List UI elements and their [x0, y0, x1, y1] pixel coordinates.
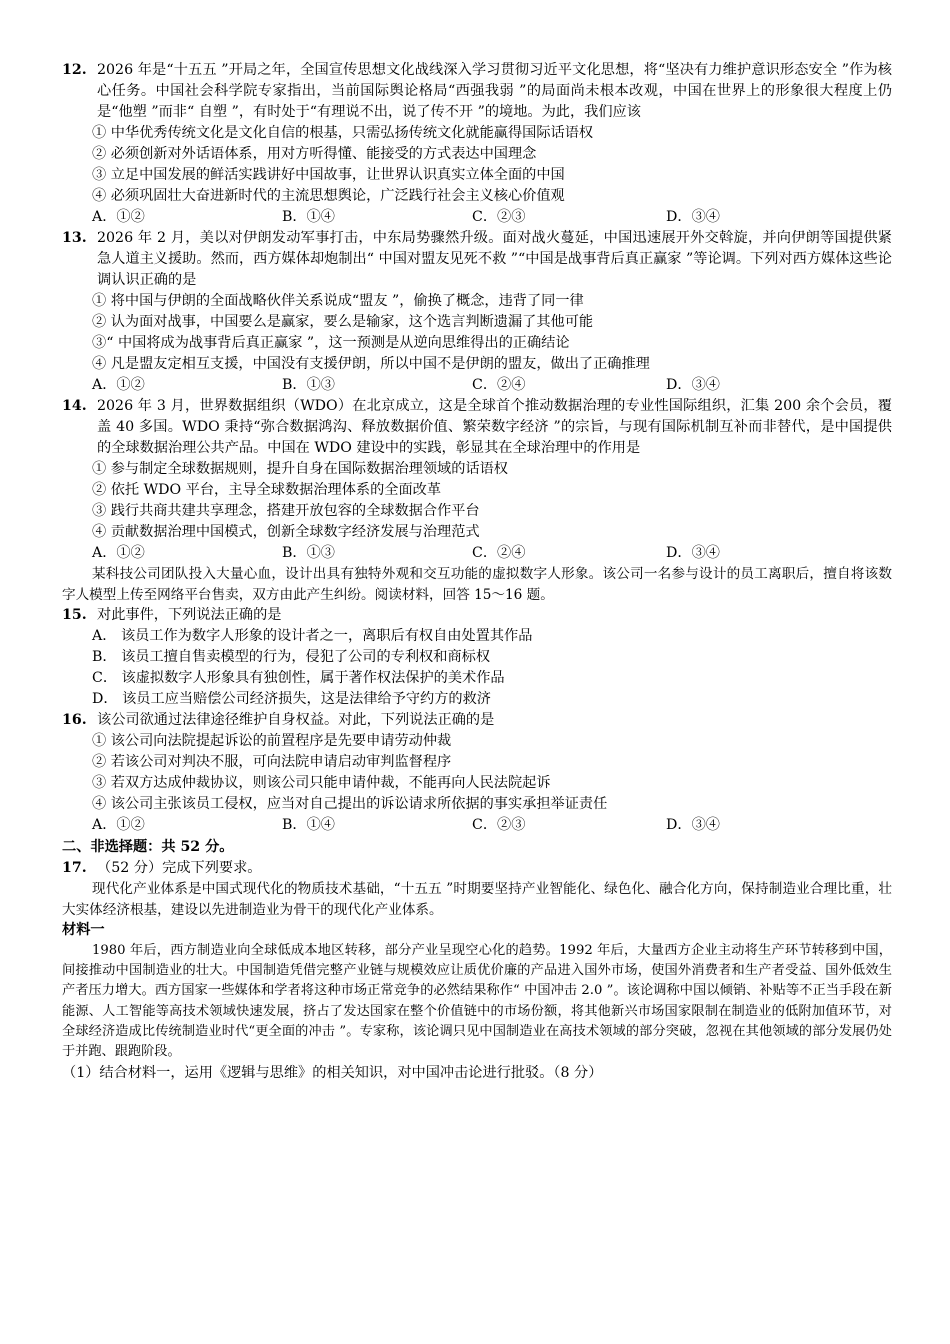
option-b: B． 该员工擅自售卖模型的行为，侵犯了公司的专利权和商标权 [92, 649, 491, 665]
option-3: ③“ 中国将成为战事背后真正赢家 ”，这一预测是从逆向思维得出的正确结论 [92, 335, 570, 351]
question-number: 14. [62, 398, 87, 414]
choice-a: A．①② [92, 817, 145, 833]
material-text: 1980 年后，西方制造业向全球低成本地区转移，部分产业呈现空心化的趋势。1992 年后，大量西方企业主动将生产环节转移到中国，间接推动中国制造业的壮大。中国制造凭借完整产业链与规模效应让质优价廉的产品进入国外市场，使国外消费者和生产者受益、国外低效生产者压力增大。西方国家一些媒体和学者将这种市场正常竞争的必然结果称作“ 中国冲击 2.0 ”。该论调称中国以倾销、补贴等不正当手段在新能源、人工智能等高技术领域快速发展，挤占了发达国家在整个价值链中的市场份额，将其他新兴市场国家限制在制造业的低附加值环节，对全球经济造成比传统制造业时代“更全面的冲击 ”。专家称，该论调只见中国制造业在高技术领域的部分突破，忽视在其他领域的部分发展仍处于并跑、跟跑阶段。 [62, 943, 892, 1060]
question-14 [62, 396, 892, 459]
choice-a: A．①② [92, 377, 145, 393]
answer-choices [62, 207, 892, 228]
choice-b: B．①③ [282, 377, 335, 393]
question-stem: 2026 年 2 月，美以对伊朗发动军事打击，中东局势骤然升级。面对战火蔓延，中国迅速展开外交斡旋，并向伊朗等国提供紧急人道主义援助。然而，西方媒体却炮制出“ 中国对盟友见死不救 ”“中国是战事背后真正赢家 ”等论调。下列对西方媒体这些论调认识正确的是 [97, 230, 892, 288]
answer-choices [62, 375, 892, 396]
sub-question-1: （1）结合材料一，运用《逻辑与思维》的相关知识，对中国冲击论进行批驳。（8 分） [62, 1065, 603, 1082]
question-number: 16. [62, 712, 87, 728]
choice-d: D．③④ [666, 209, 720, 225]
option-4: ④ 凡是盟友定相互支援，中国没有支援伊朗，所以中国不是伊朗的盟友，做出了正确推理 [92, 356, 650, 372]
question-number: 13. [62, 230, 87, 246]
shared-material-15-16: 某科技公司团队投入大量心血，设计出具有独特外观和交互功能的虚拟数字人形象。该公司一名参与设计的员工离职后，擅自将该数字人模型上传至网络平台售卖，双方由此产生纠纷。阅读材料，回答 15～16 题。 [62, 566, 892, 603]
material-label: 材料一 [62, 922, 105, 938]
choice-d: D．③④ [666, 545, 720, 561]
option-1: ① 该公司向法院提起诉讼的前置程序是先要申请劳动仲裁 [92, 733, 452, 749]
question-number: 15. [62, 607, 87, 623]
option-2: ② 认为面对战事，中国要么是赢家，要么是输家，这个选言判断遗漏了其他可能 [92, 314, 594, 330]
option-2: ② 若该公司对判决不服，可向法院申请启动审判监督程序 [92, 754, 452, 770]
option-3: ③ 若双方达成仲裁协议，则该公司只能申请仲裁，不能再向人民法院起诉 [92, 775, 551, 791]
option-1: ① 将中国与伊朗的全面战略伙伴关系说成“盟友 ”，偷换了概念，违背了同一律 [92, 293, 584, 309]
answer-choices [62, 543, 892, 564]
option-1: ① 中华优秀传统文化是文化自信的根基，只需弘扬传统文化就能赢得国际话语权 [92, 125, 594, 141]
question-number: 17. [62, 860, 87, 876]
option-4: ④ 该公司主张该员工侵权，应当对自己提出的诉讼请求所依据的事实承担举证责任 [92, 796, 608, 812]
choice-b: B．①③ [282, 545, 335, 561]
choice-a: A．①② [92, 545, 145, 561]
question-17 [62, 858, 892, 879]
choice-b: B．①④ [282, 817, 335, 833]
option-4: ④ 贡献数据治理中国模式，创新全球数字经济发展与治理范式 [92, 524, 480, 540]
option-d: D． 该员工应当赔偿公司经济损失，这是法律给予守约方的救济 [92, 691, 491, 707]
option-4: ④ 必须巩固壮大奋进新时代的主流思想舆论，广泛践行社会主义核心价值观 [92, 188, 565, 204]
question-13 [62, 228, 892, 291]
choice-a: A．①② [92, 209, 145, 225]
question-16 [62, 710, 892, 731]
option-c: C． 该虚拟数字人形象具有独创性，属于著作权法保护的美术作品 [92, 670, 505, 686]
choice-c: C．②③ [472, 817, 526, 833]
exam-page [62, 60, 892, 1084]
question-stem: 对此事件，下列说法正确的是 [97, 607, 282, 623]
question-stem: 2026 年 3 月，世界数据组织（WDO）在北京成立，这是全球首个推动数据治理的专业性国际组织，汇集 200 余个会员，覆盖 40 多国。WDO 秉持“弥合数据鸿沟、释放数据价值、繁荣数字经济 ”的宗旨，与现有国际机制互补而非替代，是中国提供的全球数据治理公共产品。中国在 WDO 建设中的实践，彰显其在全球治理中的作用是 [97, 398, 892, 456]
answer-choices [62, 815, 892, 836]
choice-c: C．②③ [472, 209, 526, 225]
option-3: ③ 立足中国发展的鲜活实践讲好中国故事，让世界认识真实立体全面的中国 [92, 167, 565, 183]
question-stem: 该公司欲通过法律途径维护自身权益。对此，下列说法正确的是 [97, 712, 495, 728]
question-15 [62, 605, 892, 626]
choice-b: B．①④ [282, 209, 335, 225]
option-2: ② 依托 WDO 平台，主导全球数据治理体系的全面改革 [92, 482, 442, 498]
section-heading: 二、非选择题：共 52 分。 [62, 839, 234, 855]
choice-c: C．②④ [472, 545, 526, 561]
question-17-intro: 现代化产业体系是中国式现代化的物质技术基础，“十五五 ”时期要坚持产业智能化、绿色化、融合化方向，保持制造业合理比重，壮大实体经济根基，建设以先进制造业为骨干的现代化产业体系。 [62, 881, 892, 918]
choice-c: C．②④ [472, 377, 526, 393]
question-12 [62, 60, 892, 123]
option-3: ③ 践行共商共建共享理念，搭建开放包容的全球数据合作平台 [92, 503, 480, 519]
option-2: ② 必须创新对外话语体系，用对方听得懂、能接受的方式表达中国理念 [92, 146, 537, 162]
option-1: ① 参与制定全球数据规则，提升自身在国际数据治理领域的话语权 [92, 461, 508, 477]
question-number: 12. [62, 62, 87, 78]
choice-d: D．③④ [666, 817, 720, 833]
question-stem: （52 分）完成下列要求。 [97, 860, 262, 876]
question-stem: 2026 年是“十五五 ”开局之年，全国宣传思想文化战线深入学习贯彻习近平文化思想，将“坚决有力维护意识形态安全 ”作为核心任务。中国社会科学院专家指出，当前国际舆论格局“西强我弱 ”的局面尚未根本改观，中国在世界上的形象很大程度上仍是“他塑 ”而非“ 自塑 ”，有时处于“有理说不出，说了传不开 ”的境地。为此，我们应该 [97, 62, 892, 120]
option-a: A． 该员工作为数字人形象的设计者之一，离职后有权自由处置其作品 [92, 628, 533, 644]
choice-d: D．③④ [666, 377, 720, 393]
